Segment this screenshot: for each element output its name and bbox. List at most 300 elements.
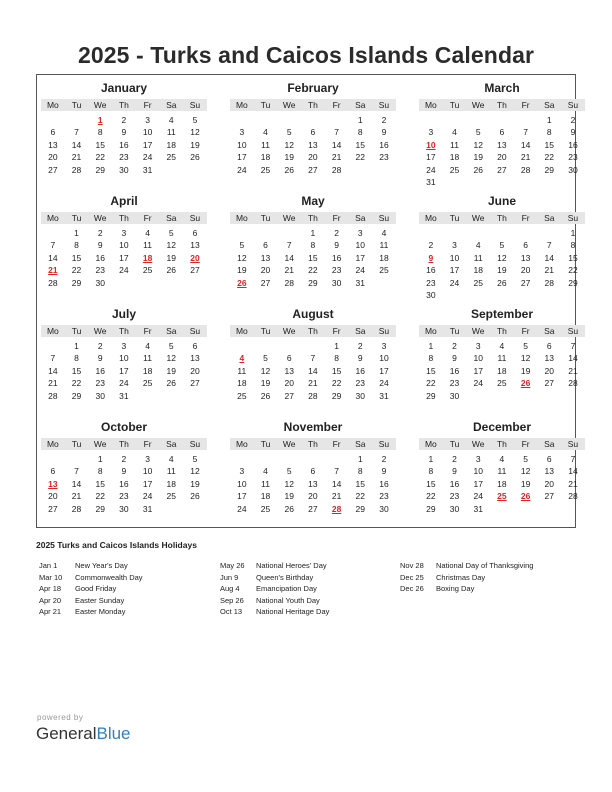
day-cell: 25: [166, 491, 177, 502]
day-cell: 23: [426, 277, 436, 288]
day-cell: 10: [237, 139, 247, 150]
day-cell: 23: [95, 378, 105, 389]
weekday-label: Th: [496, 213, 507, 223]
weekday-label: Fr: [521, 213, 530, 223]
holiday-date: Aug 4: [220, 584, 240, 593]
day-cell: 11: [237, 365, 247, 376]
empty-day-cell: [514, 390, 538, 402]
day-cell: 23: [449, 378, 460, 389]
day-cell: 23: [331, 265, 342, 276]
week-row: [230, 365, 396, 377]
weekday-label: Mo: [235, 326, 248, 336]
holiday-name: Boxing Day: [436, 584, 475, 593]
day-cell: 8: [334, 353, 339, 364]
day-cell: 16: [119, 139, 129, 150]
day-cell: 1: [570, 228, 576, 238]
day-cell: 13: [308, 478, 318, 489]
day-cell: 24: [237, 503, 247, 514]
day-cell: 5: [523, 454, 528, 464]
weekday-label: Mo: [424, 326, 437, 336]
month-name: January: [100, 81, 148, 95]
weekday-label: Sa: [166, 439, 177, 449]
day-cell: 29: [95, 164, 105, 175]
month-name: June: [487, 194, 516, 208]
holiday-day-cell: 13: [48, 478, 58, 489]
day-cell: 17: [379, 365, 389, 376]
weekday-label: Mo: [46, 326, 59, 336]
empty-day-cell: [183, 164, 207, 176]
empty-day-cell: [325, 453, 349, 465]
day-cell: 5: [286, 127, 292, 138]
day-cell: 9: [381, 466, 387, 477]
weekday-label: Su: [567, 326, 579, 336]
weekday-label: Th: [307, 100, 318, 110]
month-name: November: [283, 420, 343, 434]
day-cell: 14: [48, 252, 58, 263]
day-cell: 11: [143, 353, 152, 364]
holiday-item: [39, 595, 219, 607]
day-cell: 31: [142, 164, 153, 175]
holiday-name: National Heroes' Day: [256, 561, 327, 570]
empty-day-cell: [159, 277, 183, 289]
week-row: [419, 365, 585, 377]
weekday-label: Su: [567, 100, 579, 110]
day-cell: 8: [546, 127, 552, 138]
weekday-header-row: [41, 438, 207, 450]
day-cell: 16: [355, 365, 366, 376]
day-cell: 11: [261, 139, 270, 150]
day-cell: 3: [428, 127, 434, 138]
day-cell: 4: [475, 240, 481, 251]
empty-day-cell: [561, 176, 585, 188]
day-cell: 14: [520, 139, 531, 150]
day-cell: 30: [449, 503, 460, 514]
day-cell: 26: [260, 390, 271, 401]
day-cell: 22: [355, 152, 366, 163]
day-cell: 17: [119, 252, 129, 263]
day-cell: 16: [331, 252, 342, 263]
day-cell: 14: [331, 478, 342, 489]
empty-day-cell: [65, 453, 89, 465]
week-row: [419, 126, 585, 138]
weekday-label: Tu: [71, 439, 82, 449]
day-cell: 5: [168, 341, 174, 351]
day-cell: 13: [190, 240, 200, 251]
week-row: [419, 503, 585, 515]
holiday-name: National Heritage Day: [256, 607, 330, 616]
weekday-label: Tu: [449, 213, 460, 223]
week-row: [230, 465, 396, 477]
weekday-label: Th: [118, 326, 129, 336]
weekday-label: Tu: [71, 100, 82, 110]
day-cell: 5: [286, 466, 292, 477]
week-row: [230, 453, 396, 465]
day-cell: 9: [121, 127, 127, 138]
month-name: July: [111, 307, 136, 321]
day-cell: 4: [381, 228, 387, 238]
weekday-header-row: [230, 99, 396, 111]
week-row: [419, 490, 585, 502]
day-cell: 17: [473, 365, 483, 376]
day-cell: 31: [142, 503, 153, 514]
holiday-day-cell: 9: [428, 252, 434, 263]
day-cell: 15: [331, 365, 342, 376]
week-row: [419, 139, 585, 151]
weekday-label: Th: [496, 100, 507, 110]
day-cell: 29: [71, 277, 82, 288]
holiday-name: Easter Sunday: [75, 595, 125, 605]
holiday-day-cell: 28: [331, 503, 342, 514]
weekday-header-row: [41, 325, 207, 337]
day-cell: 17: [449, 265, 460, 276]
day-cell: 7: [334, 127, 339, 138]
weekday-header-row: [41, 99, 207, 111]
week-row: [230, 478, 396, 490]
week-row: [230, 264, 396, 276]
day-cell: 9: [121, 466, 127, 477]
day-cell: 13: [190, 353, 200, 364]
weekday-label: Sa: [355, 326, 366, 336]
month-february: [230, 81, 396, 176]
empty-day-cell: [230, 114, 254, 126]
day-cell: 30: [331, 277, 342, 288]
holiday-item: [39, 560, 219, 572]
day-cell: 24: [142, 152, 153, 163]
weekday-label: Th: [307, 326, 318, 336]
day-cell: 27: [544, 378, 555, 389]
empty-day-cell: [490, 227, 514, 239]
powered-by-text: powered by: [37, 713, 84, 722]
week-row: [419, 239, 585, 251]
holiday-date: Mar 10: [39, 572, 63, 582]
week-row: [41, 390, 207, 402]
empty-day-cell: [159, 503, 183, 515]
holiday-column: [220, 560, 400, 618]
day-cell: 5: [192, 454, 198, 464]
weekday-label: Sa: [544, 100, 555, 110]
empty-day-cell: [561, 289, 585, 301]
week-row: [419, 377, 585, 389]
weekday-label: We: [282, 100, 296, 110]
month-april: [41, 194, 207, 289]
day-cell: 30: [119, 503, 129, 514]
weekday-label: Fr: [143, 439, 152, 449]
day-cell: 15: [95, 139, 105, 150]
week-row: [230, 227, 396, 239]
day-cell: 11: [261, 478, 270, 489]
empty-day-cell: [466, 390, 490, 402]
weekday-label: Tu: [449, 326, 460, 336]
day-cell: 1: [74, 228, 79, 238]
day-cell: 8: [97, 466, 103, 477]
empty-day-cell: [254, 453, 278, 465]
day-cell: 4: [452, 127, 457, 138]
day-cell: 10: [449, 252, 460, 263]
day-cell: 4: [168, 115, 174, 125]
day-cell: 10: [379, 353, 389, 364]
day-cell: 3: [357, 228, 363, 238]
day-cell: 1: [74, 341, 79, 351]
day-cell: 7: [50, 240, 56, 251]
empty-day-cell: [466, 289, 490, 301]
empty-day-cell: [443, 289, 467, 301]
holiday-name: Christmas Day: [436, 572, 486, 582]
day-cell: 19: [190, 139, 200, 150]
empty-day-cell: [561, 503, 585, 515]
day-cell: 14: [48, 365, 58, 376]
day-cell: 28: [568, 378, 578, 389]
holiday-day-cell: 4: [239, 353, 245, 364]
week-row: [41, 490, 207, 502]
day-cell: 24: [473, 491, 483, 502]
empty-day-cell: [183, 277, 207, 289]
month-name: May: [301, 194, 325, 208]
weekday-label: Tu: [71, 326, 82, 336]
day-cell: 2: [452, 454, 457, 464]
day-cell: 6: [50, 127, 56, 138]
weekday-header-row: [230, 438, 396, 450]
empty-day-cell: [41, 453, 65, 465]
day-cell: 31: [119, 390, 129, 401]
day-cell: 23: [568, 152, 578, 163]
week-row: [41, 252, 207, 264]
weekday-header-row: [41, 212, 207, 224]
day-cell: 24: [119, 265, 129, 276]
day-cell: 4: [499, 454, 505, 464]
page-title: 2025 - Turks and Caicos Islands Calendar: [77, 42, 535, 68]
week-row: [230, 164, 396, 176]
day-cell: 20: [48, 152, 58, 163]
holiday-date: Jun 9: [220, 572, 239, 582]
week-row: [41, 277, 207, 289]
day-cell: 1: [357, 454, 363, 464]
day-cell: 19: [237, 265, 247, 276]
day-cell: 30: [426, 289, 436, 300]
day-cell: 4: [499, 341, 505, 351]
empty-day-cell: [443, 114, 467, 126]
day-cell: 25: [166, 152, 177, 163]
day-cell: 28: [71, 503, 82, 514]
day-cell: 12: [166, 353, 177, 364]
month-november: [230, 420, 396, 515]
week-row: [230, 239, 396, 251]
day-cell: 11: [497, 353, 507, 364]
day-cell: 23: [95, 265, 105, 276]
day-cell: 3: [239, 466, 245, 477]
day-cell: 13: [544, 353, 555, 364]
day-cell: 23: [119, 152, 129, 163]
day-cell: 1: [546, 115, 552, 125]
weekday-label: We: [471, 100, 485, 110]
day-cell: 30: [95, 390, 105, 401]
empty-day-cell: [372, 164, 396, 176]
day-cell: 5: [263, 353, 268, 364]
holiday-day-cell: 1: [97, 115, 103, 125]
day-cell: 25: [497, 378, 507, 389]
day-cell: 8: [310, 240, 316, 251]
weekday-label: Mo: [424, 213, 437, 223]
empty-day-cell: [112, 277, 136, 289]
day-cell: 2: [121, 115, 127, 125]
day-cell: 19: [520, 365, 531, 376]
holiday-item: [39, 572, 219, 584]
day-cell: 27: [190, 265, 200, 276]
empty-day-cell: [301, 340, 325, 352]
holiday-name: Queen's Birthday: [256, 572, 314, 582]
day-cell: 26: [190, 152, 200, 163]
holiday-date: Oct 13: [220, 607, 243, 616]
day-cell: 19: [520, 478, 531, 489]
holiday-column: [400, 560, 580, 595]
week-row: [41, 503, 207, 515]
month-january: [41, 81, 207, 176]
weekday-label: Sa: [544, 213, 555, 223]
day-cell: 11: [166, 127, 176, 138]
week-row: [419, 114, 585, 126]
day-cell: 28: [544, 277, 555, 288]
day-cell: 23: [119, 491, 129, 502]
empty-day-cell: [230, 453, 254, 465]
day-cell: 18: [142, 365, 153, 376]
day-cell: 31: [355, 277, 366, 288]
day-cell: 26: [166, 265, 177, 276]
weekday-label: Fr: [332, 100, 341, 110]
day-cell: 20: [260, 265, 271, 276]
weekday-label: Mo: [46, 439, 59, 449]
day-cell: 17: [355, 252, 366, 263]
day-cell: 6: [546, 341, 552, 351]
day-cell: 27: [260, 277, 271, 288]
day-cell: 12: [520, 466, 531, 477]
week-row: [419, 151, 585, 163]
empty-day-cell: [159, 164, 183, 176]
weekday-label: Tu: [449, 439, 460, 449]
week-row: [41, 365, 207, 377]
day-cell: 7: [286, 240, 292, 251]
empty-day-cell: [419, 227, 443, 239]
day-cell: 8: [74, 353, 79, 364]
day-cell: 14: [284, 252, 294, 263]
empty-day-cell: [65, 114, 89, 126]
weekday-label: Sa: [355, 439, 366, 449]
empty-day-cell: [466, 227, 490, 239]
weekday-header-row: [419, 438, 585, 450]
day-cell: 17: [142, 478, 153, 489]
week-row: [230, 139, 396, 151]
day-cell: 5: [499, 240, 505, 251]
day-cell: 3: [121, 341, 127, 351]
day-cell: 29: [71, 390, 82, 401]
day-cell: 15: [71, 365, 82, 376]
day-cell: 4: [145, 341, 150, 351]
day-cell: 8: [428, 353, 434, 364]
month-september: [419, 307, 585, 402]
day-cell: 20: [544, 365, 555, 376]
weekday-label: We: [93, 326, 107, 336]
day-cell: 22: [426, 491, 436, 502]
weekday-label: Fr: [521, 326, 530, 336]
day-cell: 4: [263, 127, 268, 138]
weekday-label: Fr: [521, 439, 530, 449]
day-cell: 11: [166, 466, 176, 477]
day-cell: 9: [452, 353, 457, 364]
empty-day-cell: [254, 340, 278, 352]
day-cell: 21: [568, 478, 578, 489]
holiday-day-cell: 18: [142, 252, 153, 263]
empty-day-cell: [537, 503, 561, 515]
empty-day-cell: [277, 453, 301, 465]
month-name: December: [472, 420, 532, 434]
day-cell: 13: [544, 466, 555, 477]
weekday-label: Th: [118, 439, 129, 449]
empty-day-cell: [537, 227, 561, 239]
week-row: [230, 503, 396, 515]
day-cell: 22: [95, 491, 105, 502]
weekday-label: Su: [189, 100, 201, 110]
month-name: October: [100, 420, 147, 434]
holiday-date: Dec 26: [400, 584, 424, 593]
day-cell: 14: [568, 353, 578, 364]
day-cell: 14: [568, 466, 578, 477]
weekday-header-row: [419, 325, 585, 337]
day-cell: 29: [426, 390, 436, 401]
day-cell: 16: [379, 139, 389, 150]
day-cell: 12: [190, 127, 200, 138]
week-row: [41, 465, 207, 477]
day-cell: 2: [428, 240, 434, 251]
day-cell: 10: [355, 240, 366, 251]
day-cell: 17: [237, 491, 247, 502]
day-cell: 16: [119, 478, 129, 489]
holiday-item: [400, 572, 580, 584]
day-cell: 13: [260, 252, 271, 263]
day-cell: 29: [544, 164, 555, 175]
day-cell: 10: [119, 353, 129, 364]
day-cell: 24: [379, 378, 389, 389]
day-cell: 14: [71, 478, 82, 489]
day-cell: 22: [71, 378, 82, 389]
day-cell: 23: [355, 378, 366, 389]
day-cell: 27: [48, 164, 58, 175]
weekday-label: Th: [118, 213, 129, 223]
day-cell: 14: [71, 139, 82, 150]
day-cell: 14: [544, 252, 555, 263]
day-cell: 6: [286, 353, 292, 364]
day-cell: 19: [260, 378, 271, 389]
holiday-item: [39, 583, 219, 595]
day-cell: 16: [426, 265, 436, 276]
day-cell: 1: [357, 115, 363, 125]
week-row: [41, 352, 207, 364]
weekday-label: Tu: [71, 213, 82, 223]
day-cell: 16: [449, 478, 460, 489]
brand-logo[interactable]: [36, 724, 131, 744]
day-cell: 27: [308, 164, 318, 175]
weekday-label: We: [93, 213, 107, 223]
day-cell: 16: [95, 252, 105, 263]
week-row: [419, 176, 585, 188]
empty-day-cell: [325, 114, 349, 126]
day-cell: 24: [119, 378, 129, 389]
day-cell: 12: [260, 365, 271, 376]
day-cell: 14: [331, 139, 342, 150]
holiday-item: [220, 595, 400, 607]
weekday-label: Fr: [332, 326, 341, 336]
day-cell: 21: [71, 152, 82, 163]
day-cell: 3: [475, 454, 481, 464]
day-cell: 4: [168, 454, 174, 464]
day-cell: 5: [523, 341, 528, 351]
